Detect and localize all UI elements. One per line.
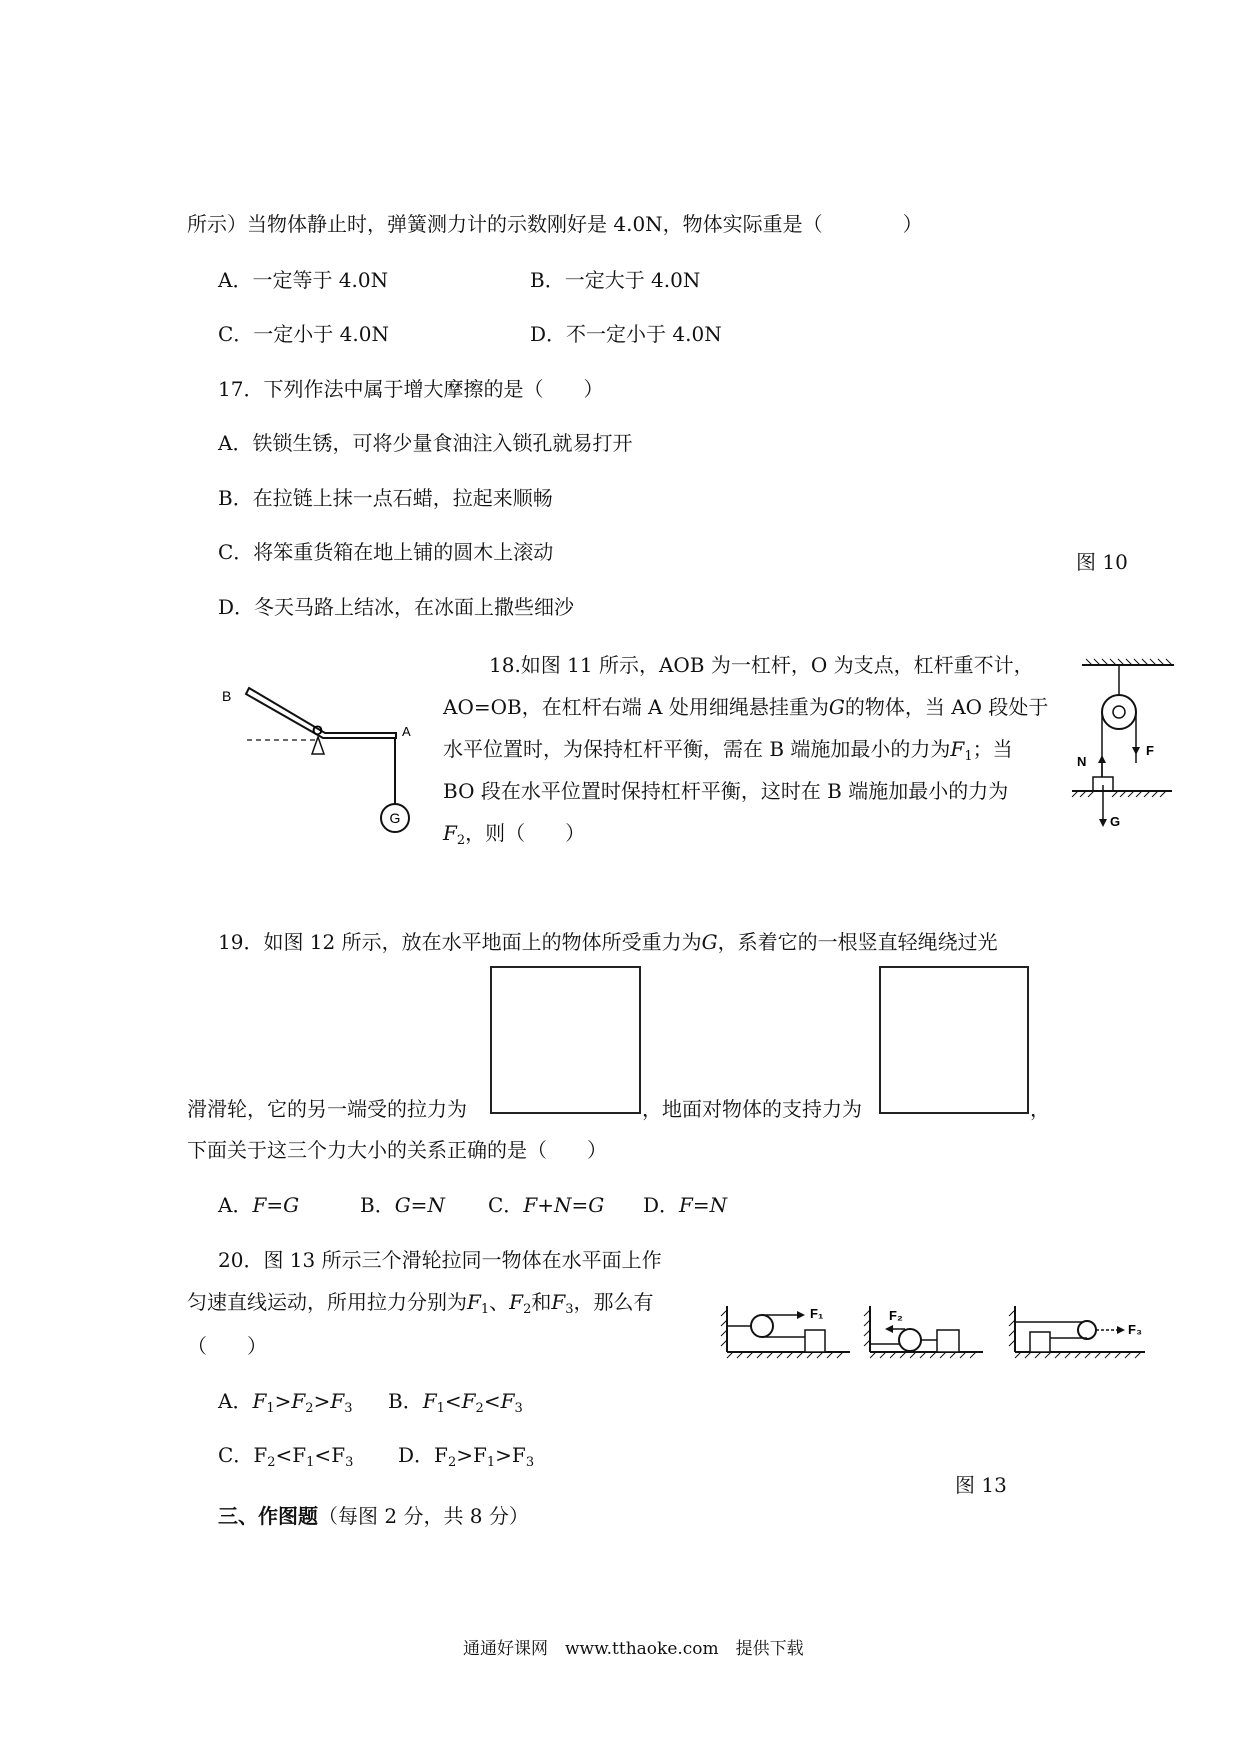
fig13-setup-2 xyxy=(864,1306,983,1358)
q19-blank-box-2 xyxy=(879,966,1029,1114)
q17-option-d: D．冬天马路上结冰，在冰面上撒些细沙 xyxy=(218,595,575,619)
q18-line4: BO 段在水平位置时保持杠杆平衡，这时在 B 端施加最小的力为 xyxy=(443,779,1009,803)
q19-blank-box-1 xyxy=(490,966,641,1114)
fig11-label-o: O xyxy=(312,722,323,738)
q20-option-b: B．$F_1<F_2<F_3$ xyxy=(388,1389,523,1416)
q16-option-d: D．不一定小于 4.0N xyxy=(530,322,722,346)
q20-option-a: A．$F_1>F_2>F_3$ xyxy=(218,1389,353,1416)
fig12-label-n: N xyxy=(1077,754,1087,769)
fig13-label-f3: F₃ xyxy=(1128,1322,1142,1337)
fig12-label-g: G xyxy=(1110,814,1121,829)
fig13-label-f2: F₂ xyxy=(889,1308,903,1323)
fig12-force-f-arrow xyxy=(1132,747,1140,755)
section3-heading: 三、作图题（每图 2 分，共 8 分） xyxy=(218,1504,529,1528)
fig11-label-a: A xyxy=(402,724,411,739)
fig12-pulley-diagram xyxy=(1068,655,1178,835)
q19-option-d: D．F=N xyxy=(643,1193,728,1217)
q19-line2-part1: 滑滑轮，它的另一端受的拉力为 xyxy=(187,1097,467,1121)
q19-option-a: A．F=G xyxy=(218,1193,300,1217)
fig13-pulleys-diagram xyxy=(715,1300,1150,1370)
fig11-label-b: B xyxy=(222,688,232,704)
fig13-caption: 图 13 xyxy=(955,1473,1007,1497)
q19-option-b: B．G=N xyxy=(360,1193,445,1217)
q16-option-c: C．一定小于 4.0N xyxy=(218,322,389,346)
fig13-label-f1: F₁ xyxy=(810,1306,824,1321)
q18-line1: 18.如图 11 所示，AOB 为一杠杆，O 为支点，杠杆重不计， xyxy=(489,653,1034,677)
q16-option-b: B．一定大于 4.0N xyxy=(530,268,701,292)
q20-line2: 匀速直线运动，所用拉力分别为$F_1$、$F_2$和$F_3$，那么有 xyxy=(187,1290,654,1317)
fig13-setup-1 xyxy=(721,1306,850,1358)
q16-option-a: A．一定等于 4.0N xyxy=(218,268,389,292)
q17-option-b: B．在拉链上抹一点石蜡，拉起来顺畅 xyxy=(218,486,553,510)
page-footer: 通通好课网 www.tthaoke.com 提供下载 xyxy=(463,1639,804,1659)
q17-stem: 17．下列作法中属于增大摩擦的是（ ） xyxy=(218,377,604,401)
q18-line3: 水平位置时，为保持杠杆平衡，需在 B 端施加最小的力为$F_1$；当 xyxy=(443,737,1013,764)
q19-option-c: C．F+N=G xyxy=(488,1193,605,1217)
fig12-label-f: F xyxy=(1146,743,1154,758)
q19-line2-part3: ， xyxy=(1030,1097,1050,1121)
q17-option-a: A．铁锁生锈，可将少量食油注入锁孔就易打开 xyxy=(218,431,633,455)
q19-line2-part2: ，地面对物体的支持力为 xyxy=(642,1097,862,1121)
q17-option-c: C．将笨重货箱在地上铺的圆木上滚动 xyxy=(218,540,554,564)
q20-option-d: D．$F_2>F_1>F_3$ xyxy=(398,1443,535,1470)
fig10-caption: 图 10 xyxy=(1076,550,1128,574)
fig11-label-g: G xyxy=(389,810,401,826)
fig12-gravity-arrow xyxy=(1099,819,1107,827)
q19-line1: 19．如图 12 所示，放在水平地面上的物体所受重力为G，系着它的一根竖直轻绳绕过光 xyxy=(218,930,998,954)
q20-line1: 20．图 13 所示三个滑轮拉同一物体在水平面上作 xyxy=(218,1248,662,1272)
fig11-lever-diagram xyxy=(215,682,420,837)
q18-line2: AO=OB，在杠杆右端 A 处用细绳悬挂重为G的物体，当 AO 段处于 xyxy=(443,695,1049,719)
q20-line3: （ ） xyxy=(187,1334,267,1358)
q20-option-c: C．$F_2<F_1<F_3$ xyxy=(218,1443,354,1470)
q19-line3: 下面关于这三个力大小的关系正确的是（ ） xyxy=(187,1138,607,1162)
q16-stem: 所示）当物体静止时，弹簧测力计的示数刚好是 4.0N，物体实际重是（ ） xyxy=(187,212,923,236)
fig13-setup-3 xyxy=(1009,1306,1145,1358)
q18-line5: $F_2$，则（ ） xyxy=(443,821,586,848)
